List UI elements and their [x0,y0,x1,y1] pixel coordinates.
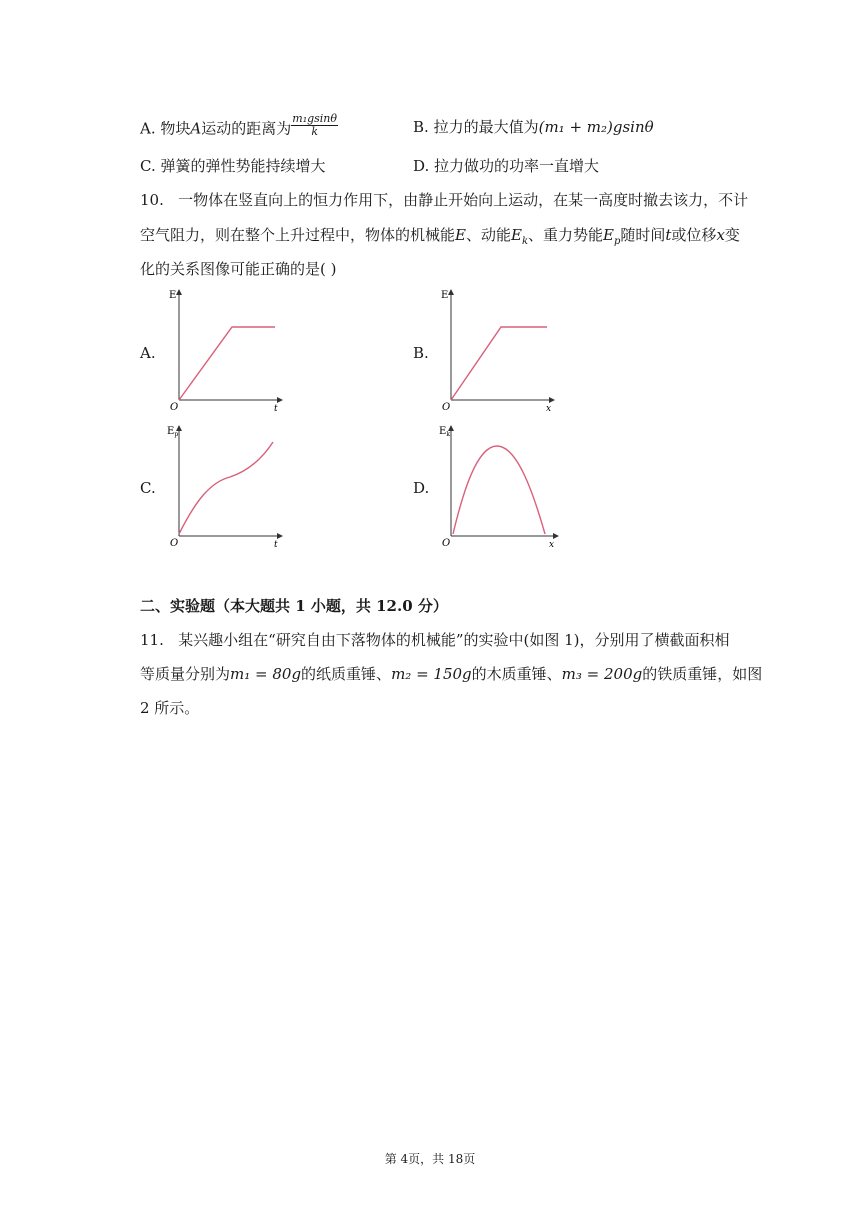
option-b-formula: (m₁ + m₂)gsinθ [538,118,654,136]
y-axis-label: $E_p$ [167,426,179,438]
option-d-label: D. [413,157,430,175]
var-ek: E [510,226,522,244]
graph-d-label: D. [413,479,430,497]
graph-a-label: A. [140,344,156,362]
fraction-denominator: k [311,125,318,138]
q10-line1 [140,190,748,210]
origin-label: O [442,538,451,549]
graph-b-curve [451,327,547,400]
question-text: 一物体在竖直向上的恒力作用下，由静止开始向上运动，在某一高度时撤去该力，不计 [178,191,749,209]
text-segment: 变 [724,226,740,244]
graph-c-curve [179,442,273,534]
mass-m1: m₁ = 80g [230,665,302,683]
text-segment: 的铁质重锤，如图 [642,665,763,683]
mass-m2: m₂ = 150g [391,665,472,683]
sub-p: p [613,236,621,247]
q9-option-a [140,112,338,142]
q10-line3 [140,259,336,279]
q11-line1 [140,630,730,650]
var-x: x [716,226,725,244]
y-axis-label: $E_k$ [439,426,450,438]
question-text: 化的关系图像可能正确的是( ) [140,260,337,278]
text-segment: 等质量分别为 [140,665,231,683]
option-a-text2: 运动的距离为 [201,119,292,138]
option-c-text: 弹簧的弹性势能持续增大 [160,157,326,175]
text-segment: 或位移 [671,226,717,244]
question-number: 10. [140,191,164,209]
q9-option-b [413,117,654,137]
origin-label: O [170,538,179,549]
origin-label: O [442,402,451,413]
y-axis-label: E [441,290,449,301]
option-d-text: 拉力做功的功率一直增大 [434,157,600,175]
fraction-numerator: m₁gsinθ [292,112,338,125]
text-segment: 的木质重锤、 [471,665,562,683]
text-segment: 、动能 [465,226,511,244]
sub-k: k [521,236,528,247]
option-a-label: A. [140,119,156,138]
x-axis-label: x [549,540,555,550]
q11-line2 [140,664,762,684]
graph-a-curve [179,327,275,400]
graph-b-label: B. [413,344,429,362]
question-text: 某兴趣小组在“研究自由下落物体的机械能”的实验中(如图 1)，分别用了横截面积相 [178,631,730,649]
graph-d [437,422,561,550]
option-a-text: 物块 [160,119,191,138]
option-c-label: C. [140,157,156,175]
question-text: 2 所示。 [140,699,200,717]
q10-line2 [140,225,740,252]
text-segment: 、重力势能 [528,226,604,244]
text-segment: 的纸质重锤、 [301,665,392,683]
option-a-fraction [291,113,338,138]
q9-option-c [140,156,326,176]
q9-option-d [413,156,599,176]
graph-c [165,422,285,550]
origin-label: O [170,402,179,413]
x-axis-label: t [274,404,278,414]
var-e: E [455,226,466,244]
option-b-label: B. [413,118,429,136]
option-a-var: A [190,119,202,138]
mass-m3: m₃ = 200g [561,665,643,683]
x-axis-label: x [546,404,552,414]
page-footer: 第 4页，共 18页 [384,1152,476,1166]
y-axis-label: E [169,290,177,301]
var-t: t [665,226,672,244]
text-segment: 随时间 [620,226,666,244]
section-title: 二、实验题（本大题共 1 小题，共 12.0 分） [140,597,448,615]
var-ep: E [603,226,614,244]
question-number: 11. [140,631,164,649]
q11-line3 [140,698,199,718]
option-b-text: 拉力的最大值为 [433,118,539,136]
graph-a [165,286,285,414]
graph-c-label: C. [140,479,156,497]
x-axis-label: t [274,540,278,550]
graph-d-curve [453,446,545,534]
text-segment: 空气阻力，则在整个上升过程中，物体的机械能 [140,226,456,244]
graph-b [437,286,557,414]
